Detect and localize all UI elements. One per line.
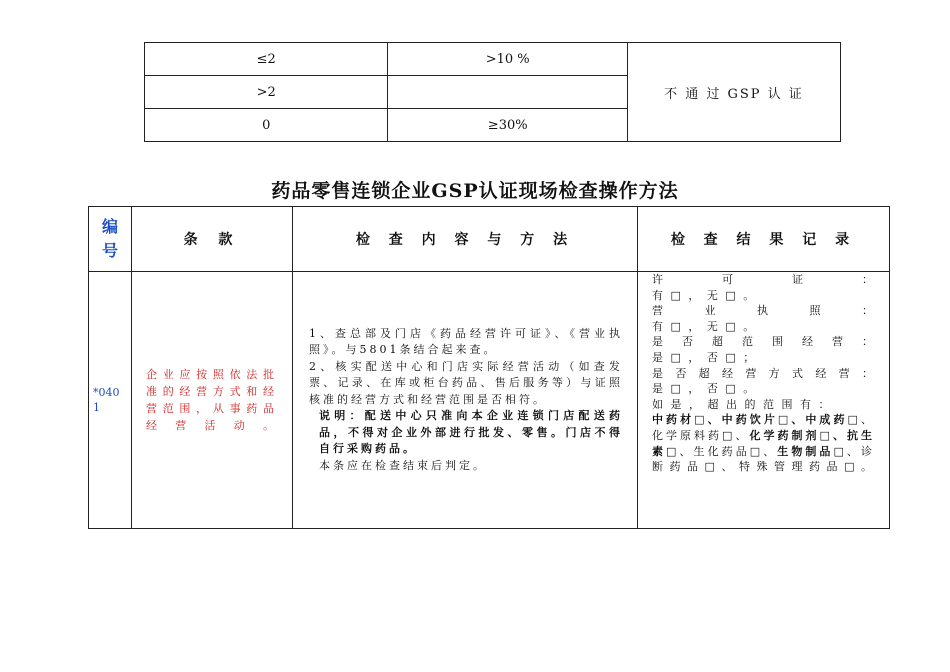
header-number-label: 编号	[101, 217, 118, 260]
inspection-table	[88, 206, 890, 529]
content-note: 说明：配送中心只准向本企业连锁门店配送药品，不得对企业外部进行批发、零售。门店不得自行采购药品。	[319, 409, 623, 456]
result-line: 是 否 超 经 营 方 式 经 营 ：	[652, 366, 875, 380]
result-record	[638, 272, 890, 529]
content-paragraph-1: 1、查总部及门店《药品经营许可证》、《营业执照》。与5801条结合起来查。	[309, 326, 623, 357]
table-row	[89, 272, 890, 529]
result-line: 有 □ ， 无 □ 。	[652, 288, 757, 302]
range-bold: 生物制品□	[777, 444, 847, 458]
inspection-content	[293, 272, 638, 529]
header-number	[89, 207, 132, 272]
page-title: 药品零售连锁企业GSP认证现场检查操作方法	[271, 180, 679, 202]
clause-text: 企业应按照依法批准的经营方式和经营范围，从事药品经营活动。	[132, 272, 293, 529]
header-row	[89, 207, 890, 272]
result-line: 许 可 证 ：	[652, 273, 875, 286]
criteria-table	[144, 42, 841, 142]
item-number	[89, 272, 132, 529]
result-line: 是 否 超 范 围 经 营 ：	[652, 335, 875, 349]
table-row	[145, 43, 841, 76]
result-line: 是 □ ， 否 □ ；	[652, 350, 757, 364]
table-cell	[388, 76, 627, 109]
content-paragraph-3: 本条应在检查结束后判定。	[319, 458, 487, 472]
content-paragraph-2: 2、核实配送中心和门店实际经营活动（如查发票、记录、在库或柜台药品、售后服务等）与证照核准的经营方式和经营范围是否相符。	[309, 359, 623, 406]
merged-result-cell: 不 通 过 GSP 认 证	[627, 43, 840, 142]
result-range-text	[652, 412, 875, 474]
result-line: 是 □ ， 否 □ 。	[652, 382, 757, 396]
table-cell: ≥30%	[388, 109, 627, 142]
header-content: 检 查 内 容 与 方 法	[293, 207, 638, 272]
header-clause: 条 款	[132, 207, 293, 272]
result-line: 有 □ ， 无 □ 。	[652, 319, 757, 333]
range-normal: 、诊断药品□、特殊管理药品□。	[652, 444, 875, 474]
header-result: 检 查 结 果 记 录	[638, 207, 890, 272]
range-normal: 、化学原料药□、	[652, 413, 875, 442]
result-line: 如 是 ， 超 出 的 范 围 有 ：	[652, 397, 832, 411]
result-line: 营 业 执 照 ：	[652, 304, 875, 318]
table-cell: ≤2	[145, 43, 388, 76]
range-bold: 化学药制剂□、抗生素□	[652, 428, 875, 458]
table-cell: >10 %	[388, 43, 627, 76]
item-number-text: *0401	[93, 386, 120, 414]
range-bold: 中药材□、中药饮片□、中成药□	[652, 413, 861, 427]
table-cell: >2	[145, 76, 388, 109]
table-cell: 0	[145, 109, 388, 142]
range-normal: 、生化药品□、	[679, 444, 778, 458]
